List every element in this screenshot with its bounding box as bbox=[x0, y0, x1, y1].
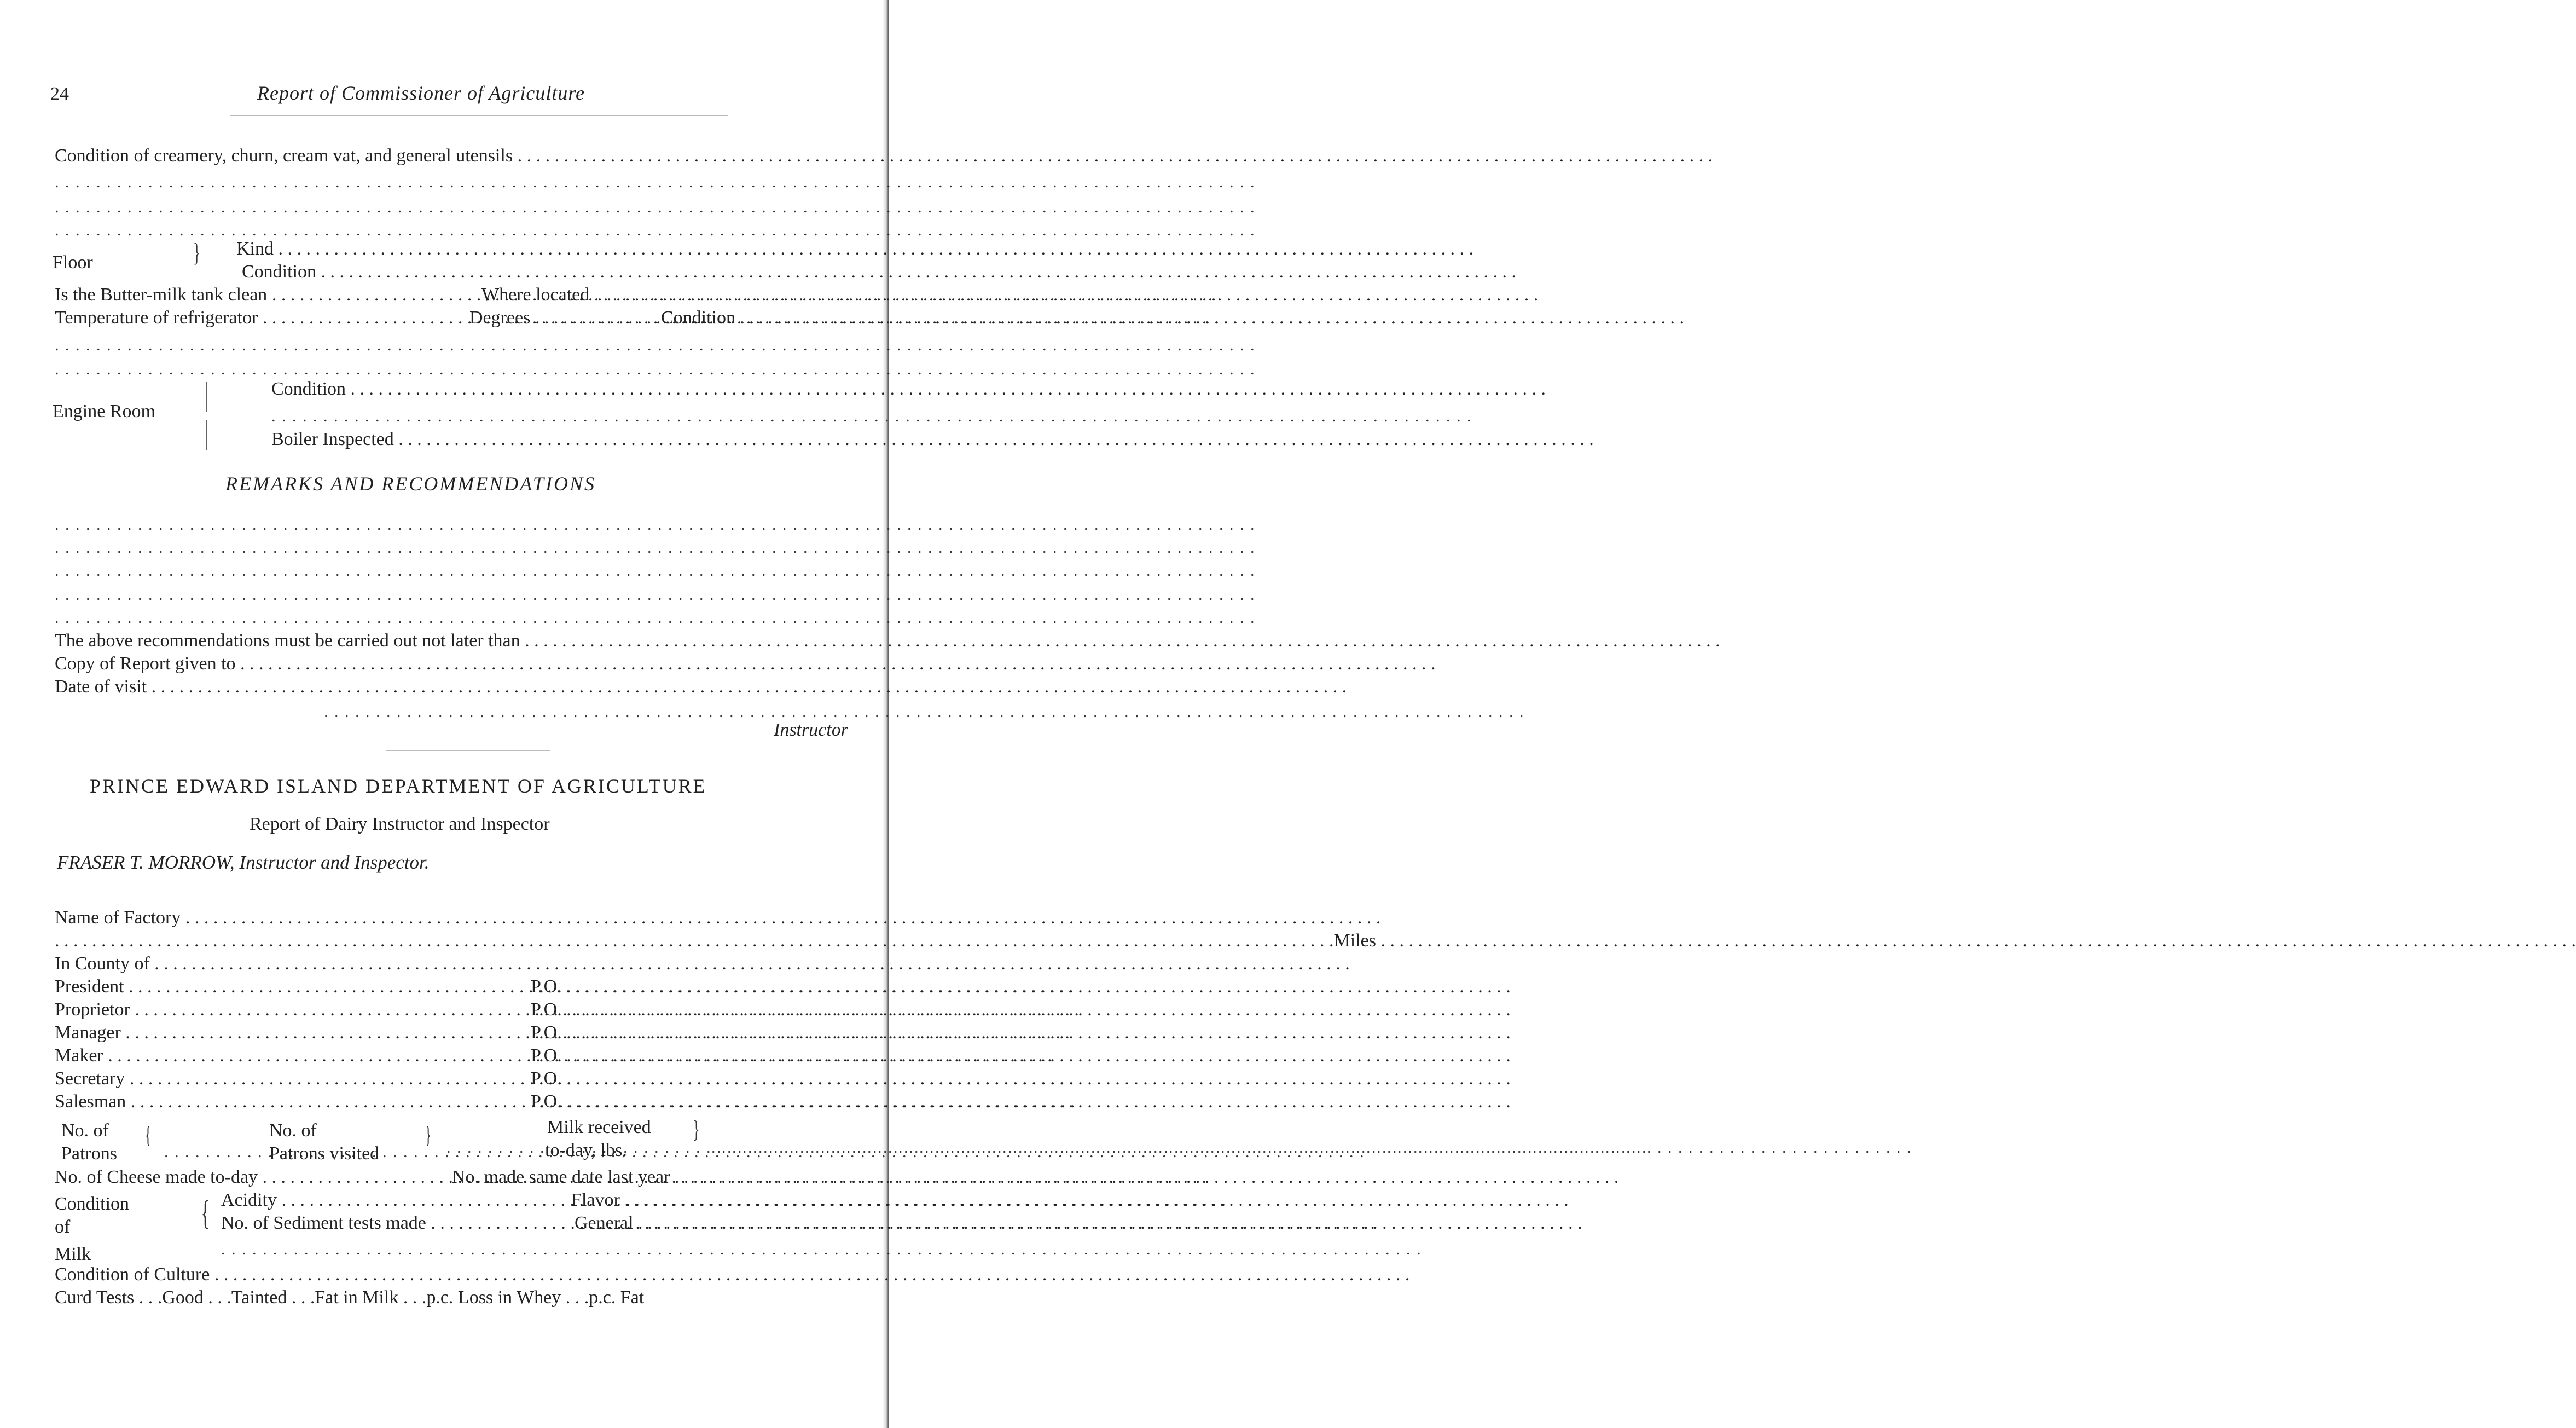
officer-row-proprietor: Proprietor . . . P.O. . . . bbox=[55, 998, 865, 1021]
dotted-line bbox=[55, 174, 865, 193]
condition-label: Condition bbox=[55, 1194, 130, 1214]
no-of-label: No. of bbox=[61, 1120, 109, 1141]
curd-tests-row: Curd Tests . . .Good . . .Tainted . . .Fat in Milk . . .p.c. Loss in Whey . . .p.c. Fat bbox=[55, 1287, 645, 1308]
dotted-line bbox=[221, 1241, 865, 1260]
dotted-line bbox=[55, 337, 865, 356]
boiler-inspected-row: Boiler Inspected . . . bbox=[271, 428, 865, 451]
patrons-label: Patrons bbox=[61, 1143, 117, 1164]
instructor-label: Instructor bbox=[774, 720, 848, 740]
milk-received-label: Milk received bbox=[547, 1117, 651, 1137]
carried-out-row: The above recommendations must be carried out not later than . . . bbox=[55, 629, 865, 652]
officer-row-manager: Manager . . . P.O. . . . bbox=[55, 1021, 865, 1044]
running-title: Report of Commissioner of Agriculture bbox=[257, 82, 585, 104]
engine-condition-row: Condition . . . bbox=[271, 378, 865, 401]
floor-condition-row: Condition . . . bbox=[242, 261, 865, 284]
dotted-line bbox=[55, 517, 865, 535]
dotted-line bbox=[55, 563, 865, 581]
no-of-visited-label: No. of bbox=[269, 1120, 317, 1141]
utensils-row: Condition of creamery, churn, cream vat, and general utensils . . . bbox=[55, 144, 865, 167]
of-label: of bbox=[55, 1217, 71, 1237]
dotted-line bbox=[55, 199, 865, 218]
inspector-name: FRASER T. MORROW, Instructor and Inspector. bbox=[57, 852, 430, 873]
sediment-general-row: No. of Sediment tests made . . . General . . . bbox=[221, 1212, 865, 1235]
brace-icon: { bbox=[200, 1193, 210, 1232]
acidity-flavor-row: Acidity . . . Flavor . . . bbox=[221, 1189, 865, 1212]
floor-label: Floor bbox=[53, 252, 93, 273]
page-number: 24 bbox=[50, 84, 69, 104]
dotted-line bbox=[55, 610, 865, 628]
dotted-line bbox=[271, 408, 865, 427]
milk-label: Milk bbox=[55, 1244, 91, 1264]
header-rule bbox=[230, 115, 728, 116]
remarks-heading: REMARKS AND RECOMMENDATIONS bbox=[225, 473, 596, 495]
floor-kind-row: Kind . . . bbox=[236, 238, 865, 261]
dotted-line bbox=[446, 1140, 541, 1158]
bracket-icon: | bbox=[205, 376, 209, 412]
county-row: In County of . . . bbox=[55, 952, 865, 975]
section-divider bbox=[386, 750, 550, 751]
today-lbs-label: to-day, lbs. bbox=[545, 1140, 627, 1160]
officer-row-secretary: Secretary . . . P.O. . . . bbox=[55, 1067, 865, 1090]
dotted-line bbox=[711, 1140, 865, 1158]
brace-icon: } bbox=[193, 238, 200, 267]
officer-row-maker: Maker . . . P.O. . . . bbox=[55, 1044, 865, 1067]
report-subtitle: Report of Dairy Instructor and Inspector bbox=[250, 814, 550, 834]
buttermilk-row: Is the Butter-milk tank clean . . . Where located . . . bbox=[55, 284, 865, 307]
cheese-row: No. of Cheese made to-day . . . No. made same date last year . . . bbox=[55, 1166, 865, 1189]
engine-room-label: Engine Room bbox=[53, 401, 155, 421]
brace-icon: } bbox=[693, 1116, 700, 1143]
copy-given-row: Copy of Report given to . . . bbox=[55, 652, 865, 675]
factory-name-row: Name of Factory . . . bbox=[55, 906, 865, 929]
brace-icon: } bbox=[425, 1121, 432, 1148]
bracket-icon: | bbox=[205, 414, 209, 450]
dotted-line bbox=[55, 540, 865, 558]
brace-icon: { bbox=[144, 1121, 152, 1148]
officer-row-president: President . . . P.O. . . . bbox=[55, 975, 865, 998]
miles-row: . . . . . . . . . . . . Miles . . . bbox=[55, 929, 865, 952]
patrons-visited-label: Patrons visited bbox=[269, 1143, 380, 1164]
officer-row-salesman: Salesman . . . P.O. . . . bbox=[55, 1090, 865, 1113]
date-of-visit-row: Date of visit . . . bbox=[55, 675, 865, 698]
department-title: PRINCE EDWARD ISLAND DEPARTMENT OF AGRICULTURE bbox=[90, 775, 707, 797]
dotted-line bbox=[55, 361, 865, 380]
culture-row: Condition of Culture . . . bbox=[55, 1263, 865, 1286]
dotted-line bbox=[55, 587, 865, 605]
refrigerator-row: Temperature of refrigerator . . . Degrees . . . Condition . . . bbox=[55, 307, 865, 329]
dotted-line bbox=[164, 1144, 268, 1163]
